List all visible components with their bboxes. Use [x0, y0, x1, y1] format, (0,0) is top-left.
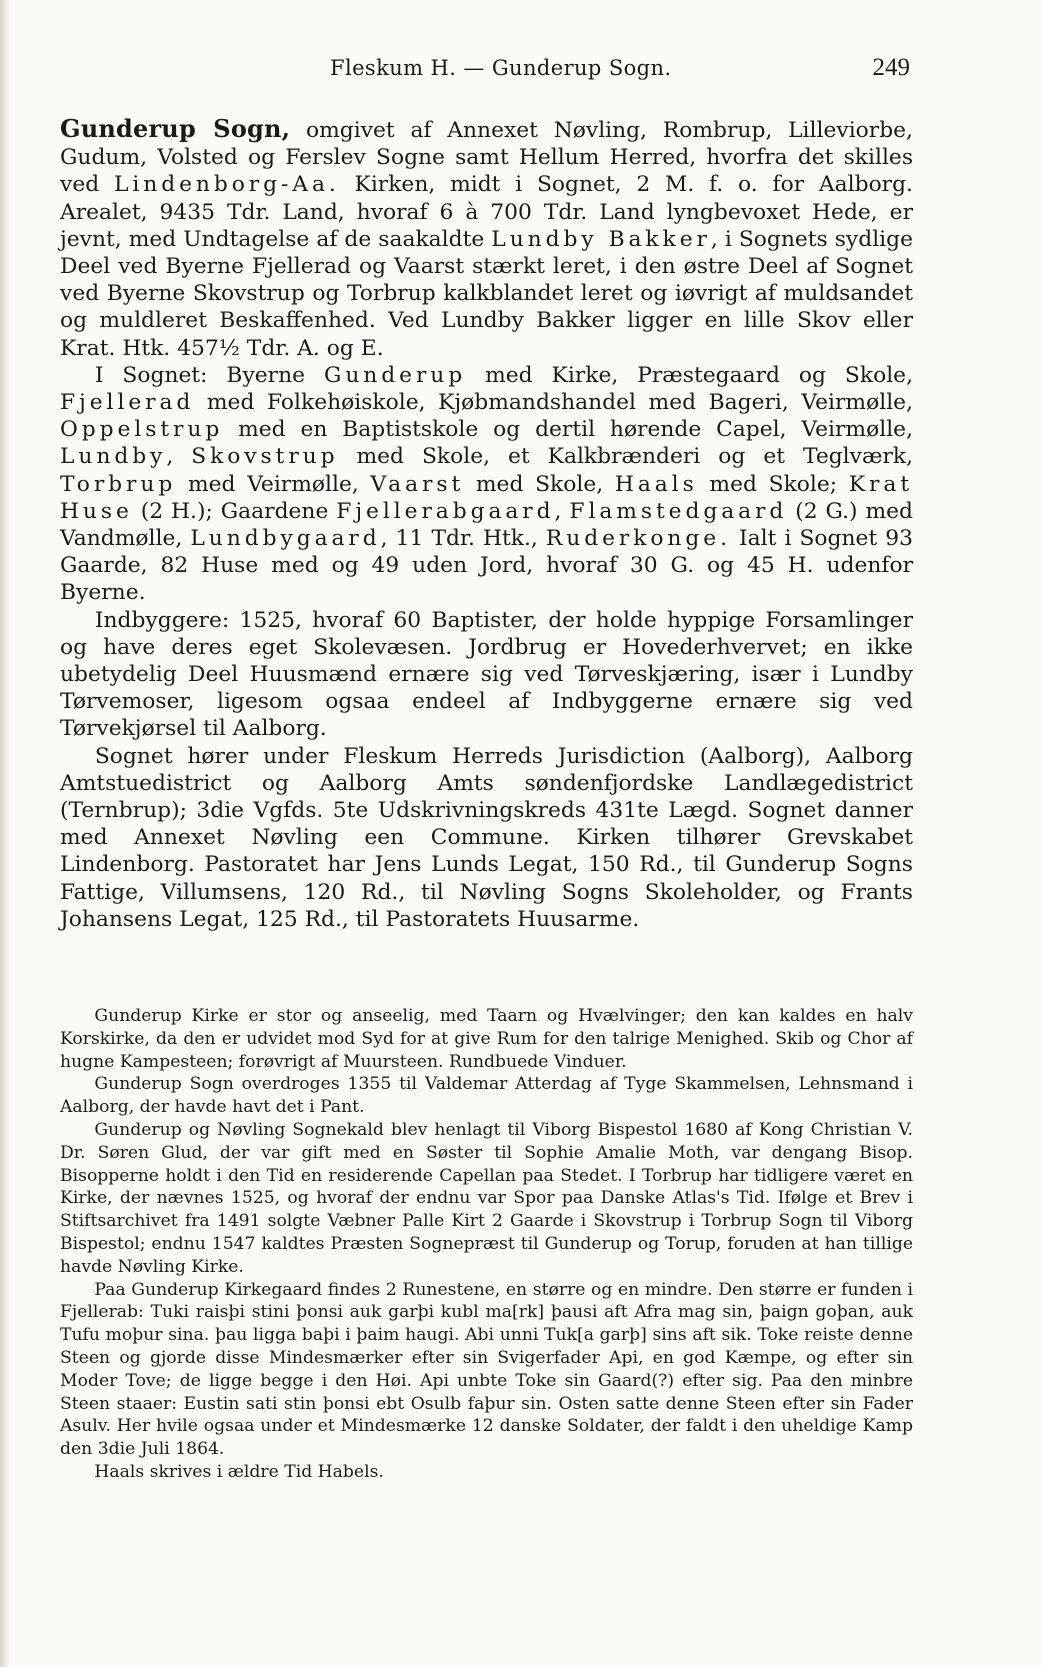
spaced-name: Ruderkonge.	[545, 526, 731, 552]
note-church: Gunderup Kirke er stor og anseelig, med Taarn og Hvælvinger; den kan kaldes en halv Korskirke, da den er udvidet mod Syd for at give Rum for den talrige Menighed. Skib og Chor af hugne Kampesteen; forøvrigt af Muursteen. Rundbuede Vinduer.	[60, 1006, 913, 1072]
note-haals: Haals skrives i ældre Tid Habels.	[94, 1461, 384, 1482]
spaced-name: Krat Huse	[60, 471, 913, 524]
page-gutter-shadow	[0, 0, 10, 1667]
text-run: med Skole;	[697, 471, 849, 497]
text-run: , i Sognets sydlige Deel ved Byerne Fjellerad og Vaarst stærkt leret, i den østre Deel af Sognet ved Byerne Skovstrup og Torbrup kalkblandet leret og iøvrigt af muldsandet og muldleret Beskaffenhed. Ved Lundby Bakker ligger en lille Skov eller Krat. Htk. 457½ Tdr. A. og E.	[60, 226, 913, 361]
text-run: Kirken, midt i Sognet, 2 M. f. o. for Aalborg. Arealet, 9435 Tdr. Land, hvoraf 6 à 700 Tdr. Land lyngbevoxet Hede, er jevnt, med Undtagelse af de saakaldte	[60, 172, 913, 252]
page-number: 249	[872, 54, 910, 81]
note-bishopric: Gunderup og Nøvling Sognekald blev henlagt til Viborg Bispestol 1680 af Kong Christian V. Dr. Søren Glud, der var gift med en Søster til Sophie Amalie Moth, var dengang Bisop. Bisopperne holdt i den Tid en residerende Capellan paa Stedet. I Torbrup har tidligere været en Kirke, der nævnes 1525, og hvoraf der endnu var Spor paa Danske Atlas's Tid. Ifølge et Brev i Stiftsarchivet fra 1491 solgte Væbner Palle Kirt 2 Gaarde i Skovstrup i Torbrup Sogn til Viborg Bispestol; endnu 1547 kaldtes Præsten Sognepræst til Gunderup og Torup, foruden at han tillige havde Nøvling Kirke.	[60, 1119, 913, 1277]
spaced-name: Vaarst	[370, 471, 465, 497]
note-history-1355: Gunderup Sogn overdroges 1355 til Valdemar Atterdag af Tyge Skammelsen, Lehnsmand i Aalborg, der havde havt det i Pant.	[60, 1074, 913, 1118]
section-heading: Gunderup Sogn,	[60, 114, 291, 143]
spaced-name: Lindenborg-Aa.	[113, 172, 340, 198]
spaced-name: Oppelstrup	[60, 417, 224, 443]
paragraph-villages	[60, 362, 913, 607]
text-run: omgivet af Annexet Nøvling, Rombrup, Lilleviorbe, Gudum, Volsted og Ferslev Sogne samt Hellum Herred, hvorfra det skilles ved	[60, 118, 913, 198]
paragraph-inhabitants: Indbyggere: 1525, hvoraf 60 Baptister, der holde hyppige Forsamlinger og have deres eget Skolevæsen. Jordbrug er Hovederhvervet; en ikke ubetydelig Deel Huusmænd ernære sig ved Tørveskjæring, især i Lundby Tørvemoser, ligesom ogsaa endeel af Indbyggerne ernære sig ved Tørvekjørsel til Aalborg.	[60, 607, 913, 742]
main-text	[60, 115, 913, 933]
running-title: Fleskum H. — Gunderup Sogn.	[330, 56, 672, 80]
text-run: ,	[166, 444, 192, 470]
text-run: I Sognet: Byerne	[94, 362, 324, 388]
spaced-name: Torbrup	[60, 471, 177, 497]
text-run: (2 G.) med Vandmølle,	[60, 498, 914, 552]
spaced-name: Fjellerabgaard	[336, 498, 555, 524]
spaced-name: Haals	[614, 471, 698, 497]
text-run: med Skole,	[464, 471, 615, 497]
spaced-name: Lundby	[60, 444, 167, 470]
text-run: med Folkehøiskole, Kjøbmandshandel med Bageri, Veirmølle,	[194, 390, 913, 416]
text-run: (2 H.); Gaardene	[132, 498, 337, 524]
text-run: Ialt i Sognet 93 Gaarde, 82 Huse med og 49 uden Jord, hvoraf 30 G. og 45 H. udenfor Byerne.	[60, 526, 914, 606]
text-run: med en Baptistskole og dertil hørende Capel, Veirmølle,	[223, 417, 913, 443]
spaced-name: Skovstrup	[191, 444, 339, 470]
spaced-name: Fjellerad	[60, 390, 195, 416]
spaced-name: Lundby Bakker	[491, 226, 711, 252]
paragraph-parish-description	[60, 115, 913, 362]
text-run: , 11 Tdr. Htk.,	[380, 526, 546, 552]
paragraph-jurisdiction: Sognet hører under Fleskum Herreds Jurisdiction (Aalborg), Aalborg Amtstuedistrict og Aalborg Amts søndenfjordske Landlægedistrict (Ternbrup); 3die Vgfds. 5te Udskrivningskreds 431te Lægd. Sognet danner med Annexet Nøvling een Commune. Kirken tilhører Grevskabet Lindenborg. Pastoratet har Jens Lunds Legat, 150 Rd., til Gunderup Sogns Fattige, Villumsens, 120 Rd., til Nøvling Sogns Skoleholder, og Frants Johansens Legat, 125 Rd., til Pastoratets Huusarme.	[60, 743, 913, 932]
spaced-name: Flamstedgaard	[569, 498, 788, 524]
text-run: med Veirmølle,	[176, 471, 371, 497]
text-run: med Skole, et Kalkbrænderi og et Teglværk,	[338, 444, 913, 470]
spaced-name: Lundbygaard	[190, 526, 381, 552]
note-runestones: Paa Gunderup Kirkegaard findes 2 Runestene, en større og en mindre. Den større er funden i Fjellerab: Tuki raisþi stini þonsi auk garþi kubl ma[rk] þausi aft Afra mag sin, þaign goþan, auk Tufu moþur sina. þau ligga baþi i þaim haugi. Abi unni Tuk[a garþ] sins aft sik. Toke reiste denne Steen og gjorde disse Mindesmærker efter sin Svigerfader Api, en god Kæmpe, og efter sin Moder Tove; de ligge begge i den Høi. Api unbte Toke sin Gaard(?) efter sig. Paa den minbre Steen staaer: Eustin sati stin þonsi ebt Osulb faþur sin. Osten satte denne Steen efter sin Fader Asulv. Her hvile ogsaa under et Mindesmærke 12 danske Soldater, der faldt i den uheldige Kamp den 3die Juli 1864.	[60, 1279, 913, 1460]
spaced-name: Gunderup	[323, 362, 467, 388]
text-run: med Kirke, Præstegaard og Skole,	[466, 362, 913, 388]
footnotes	[60, 1005, 913, 1484]
page-header	[330, 56, 930, 84]
text-run: ,	[554, 498, 570, 524]
